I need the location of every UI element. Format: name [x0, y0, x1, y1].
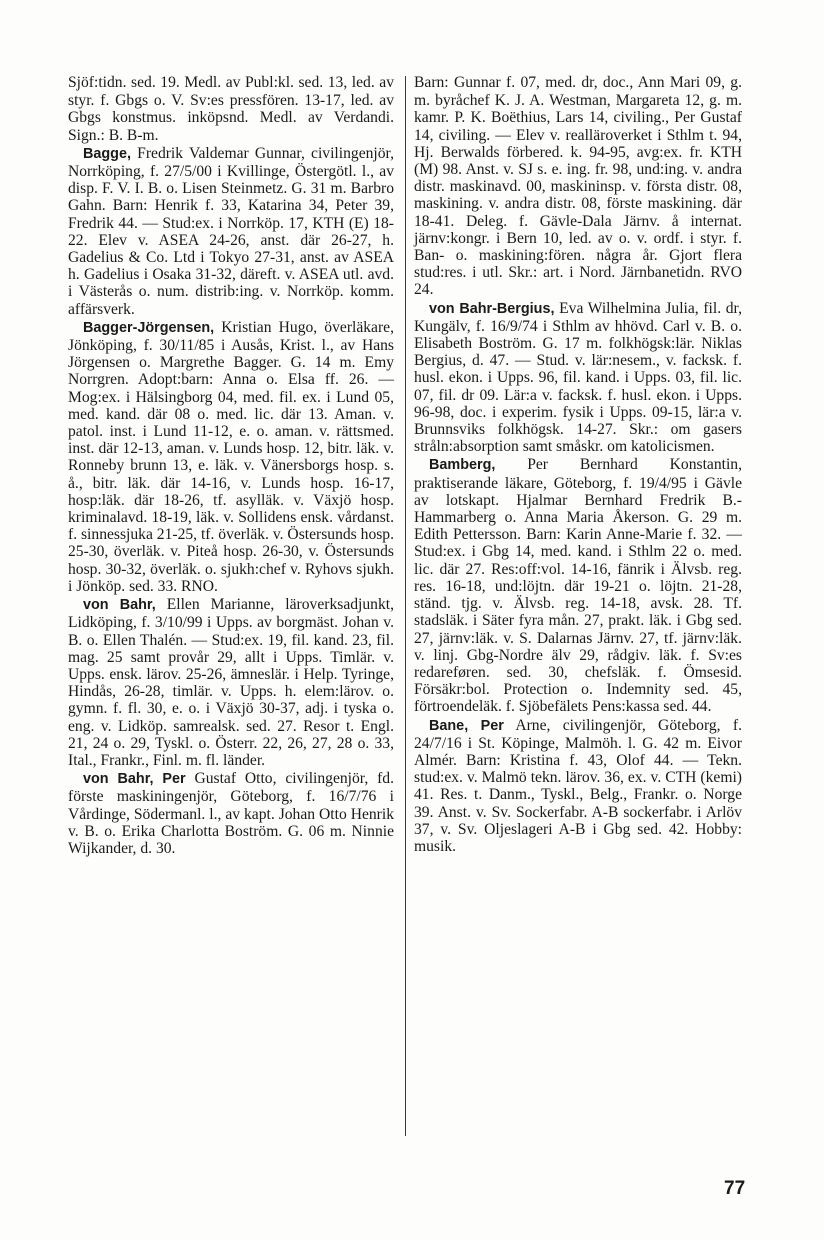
entry-text: Ellen Marianne, läroverksadjunkt, Lidköping, f. 3/10/99 i Upps. av borgmäst. Johan v. B. o. Ellen Thalén. — Stud:ex. 19, fil. kand. 23, fil. mag. 25 samt provår 29, allt i Upps. Timlär. v. Upps. ensk. lärov. 25-26, ämneslär. i Help. Tyringe, Hindås, 26-28, timlär. v. Upps. h. elem:lärov. o. gymn. f. fl. 30, e. o. i Växjö 30-37, adj. i tyska o. eng. v. Lidköp. samrealsk. sed. 27. Resor t. Engl. 21, 24 o. 29, Tyskl. o. Österr. 22, 26, 27, 28 o. 33, Ital., Frankr., Finl. m. fl. länder.: [68, 596, 394, 769]
entry-head: von Bahr, Per: [83, 771, 186, 788]
entry-head: Bagge,: [83, 145, 131, 162]
column-divider: [405, 76, 406, 1136]
entry-text: Kristian Hugo, överläkare, Jönköping, f. 30/11/85 i Ausås, Krist. l., av Hans Jörgensen o. Margrethe Bagger. G. 14 m. Emy Norrgren. Adopt:barn: Anna o. Elsa ff. 26. — Mog:ex. i Hälsingborg 04, med. fil. ex. i Lund 05, med. kand. där 08 o. med. lic. där 13. Aman. v. patol. inst. i Lund 11-12, e. o. aman. v. rättsmed. inst. där 12-13, aman. v. Lunds hosp. 12, bitr. läk. v. Ronneby brunn 13, e. läk. v. Vänersborgs hosp. s. å., bitr. läk. där 14-16, v. Lunds hosp. 16-17, hosp:läk. där 18-26, tf. asylläk. v. Växjö hosp. kriminalavd. 18-19, läk. v. Sollidens ensk. vårdanst. f. sinnessjuka 21-25, tf. överläk. v. Östersunds hosp. 25-30, överläk. v. Piteå hosp. 26-30, v. Östersunds hosp. 30-32, överläk. o. sjukh:chef v. Ryhovs sjukh. i Jönköp. sed. 33. RNO.: [68, 318, 394, 595]
entry-text: Eva Wilhelmina Julia, fil. dr, Kungälv, f. 16/9/74 i Sthlm av hhövd. Carl v. B. o. Elisabeth Boström. G. 17 m. folkhögsk:lär. Niklas Bergius, d. 47. — Stud. v. lär:nesem., v. facksk. f. husl. ekon. i Upps. 96, fil. kand. i Upps. 03, fil. lic. 07, fil. dr 09. Lär:a v. facksk. f. husl. ekon. i Upps. 96-98, doc. i experim. fysik i Upps. 09-15, lär:a v. Brunnsviks folkhögsk. 14-27. Skr.: om gasers stråln:absorption samt småskr. om katolicismen.: [414, 299, 742, 456]
entry-von-bahr-bergius: [414, 300, 742, 456]
entry-bagger-jorgensen: [68, 319, 394, 595]
entry-head: von Bahr-Bergius,: [429, 300, 555, 317]
entry-text: Per Bernhard Konstantin, praktiserande läkare, Göteborg, f. 19/4/95 i Gävle av lotskapt. Hjalmar Bernhard Fredrik B.-Hammarberg o. Anna Maria Åkerson. G. 29 m. Edith Pettersson. Barn: Karin Anne-Marie f. 32. — Stud:ex. i Gbg 14, med. kand. i Sthlm 22 o. med. lic. där 27. Res:off:vol. 14-16, fänrik i Älvsb. reg. res. 16-18, und:löjtn. där 19-21 o. löjtn. 21-28, ständ. tjg. v. Älvsb. reg. 14-18, avsk. 28. Tf. stadsläk. i Säter fyra mån. 27, prakt. läk. i Gbg sed. 27, järnv:läk. v. S. Dalarnas Järnv. 27, tf. järnv:läk. v. linj. Gbg-Nordre älv 29, rådgiv. läk. f. Sv:es redareføren. sed. 30, chefsläk. f. Ömsesid. Försäkr:bol. Protection o. Indemnity sed. 45, förtroendeläk. f. Sjöbefälets Pens:kassa sed. 44.: [414, 456, 742, 716]
entry-von-bahr-per: [68, 770, 394, 857]
left-column: [68, 74, 394, 858]
entry-head: von Bahr,: [83, 597, 156, 614]
entry-bane: [414, 717, 742, 856]
entry-head: Bagger-Jörgensen,: [83, 319, 215, 336]
right-column: [414, 74, 742, 856]
entry-continuation: [68, 74, 394, 144]
entry-text: Fredrik Valdemar Gunnar, civilingenjör, Norrköping, f. 27/5/00 i Kvillinge, Östergötl. l., av disp. F. V. I. B. o. Lisen Steinmetz. G. 31 m. Barbro Gahn. Barn: Henrik f. 33, Katarina 34, Peter 39, Fredrik 44. — Stud:ex. i Norrköp. 17, KTH (E) 18-22. Elev v. ASEA 24-26, anst. där 26-27, h. Gadelius & Co. Ltd i Tokyo 27-31, anst. av ASEA h. Gadelius i Osaka 31-32, däreft. v. ASEA utl. avd. i Västerås o. num. distrib:ing. v. Norrköp. komm. affärsverk.: [68, 144, 395, 318]
entry-bamberg: [414, 456, 742, 715]
entry-text: Gustaf Otto, civilingenjör, fd. förste maskiningenjör, Göteborg, f. 16/7/76 i Vårdinge, Södermanl. l., av kapt. Johan Otto Henrik v. B. o. Erika Charlotta Boström. G. 06 m. Ninnie Wijkander, d. 30.: [68, 770, 394, 857]
page-number: 77: [724, 1178, 746, 1199]
entry-head: Bamberg,: [429, 457, 496, 474]
entry-text: Arne, civilingenjör, Göteborg, f. 24/7/16 i St. Köpinge, Malmöh. l. G. 42 m. Eivor Almér. Barn: Kristina f. 43, Olof 44. — Tekn. stud:ex. v. Malmö tekn. lärov. 36, ex. v. CTH (kemi) 41. Res. t. Danm., Tyskl., Belg., Frankr. o. Norge 39. Anst. v. Sv. Sockerfabr. A-B sockerfabr. i Arlöv 37, v. Sv. Oljeslageri A-B i Gbg sed. 42. Hobby: musik.: [414, 716, 743, 855]
entry-head: Bane, Per: [429, 717, 504, 734]
entry-continuation: [414, 74, 742, 299]
entry-text: Barn: Gunnar f. 07, med. dr, doc., Ann Mari 09, g. m. byråchef K. J. A. Westman, Margareta 12, g. m. kamr. P. K. Boëthius, Lars 14, civiling., Per Gustaf 14, civiling. — Elev v. realläroverket i Sthlm t. 94, Hj. Berwalds förbered. k. 94-95, avg:ex. fr. KTH (M) 98. Anst. v. SJ s. e. ing. fr. 98, und:ing. v. andra distr. maskinavd. 00, maskininsp. v. första distr. 08, maskining. v. andra distr. 08, förste maskining. där 18-41. Deleg. f. Gävle-Dala Järnv. å internat. järnv:kongr. i Bern 10, led. av o. v. ordf. i styr. f. Ban- o. maskining:fören. några år. Gjort flera stud:res. i utl. Skr.: art. i Nord. Järnbanetidn. RVO 24.: [414, 74, 742, 299]
entry-von-bahr-marianne: [68, 596, 394, 769]
entry-text: Sjöf:tidn. sed. 19. Medl. av Publ:kl. sed. 13, led. av styr. f. Gbgs o. V. Sv:es pressfören. 13-17, led. av Gbgs konstmus. inköpsnd. Medl. av Verdandi. Sign.: B. B-m.: [68, 74, 394, 144]
entry-bagge: [68, 145, 394, 318]
